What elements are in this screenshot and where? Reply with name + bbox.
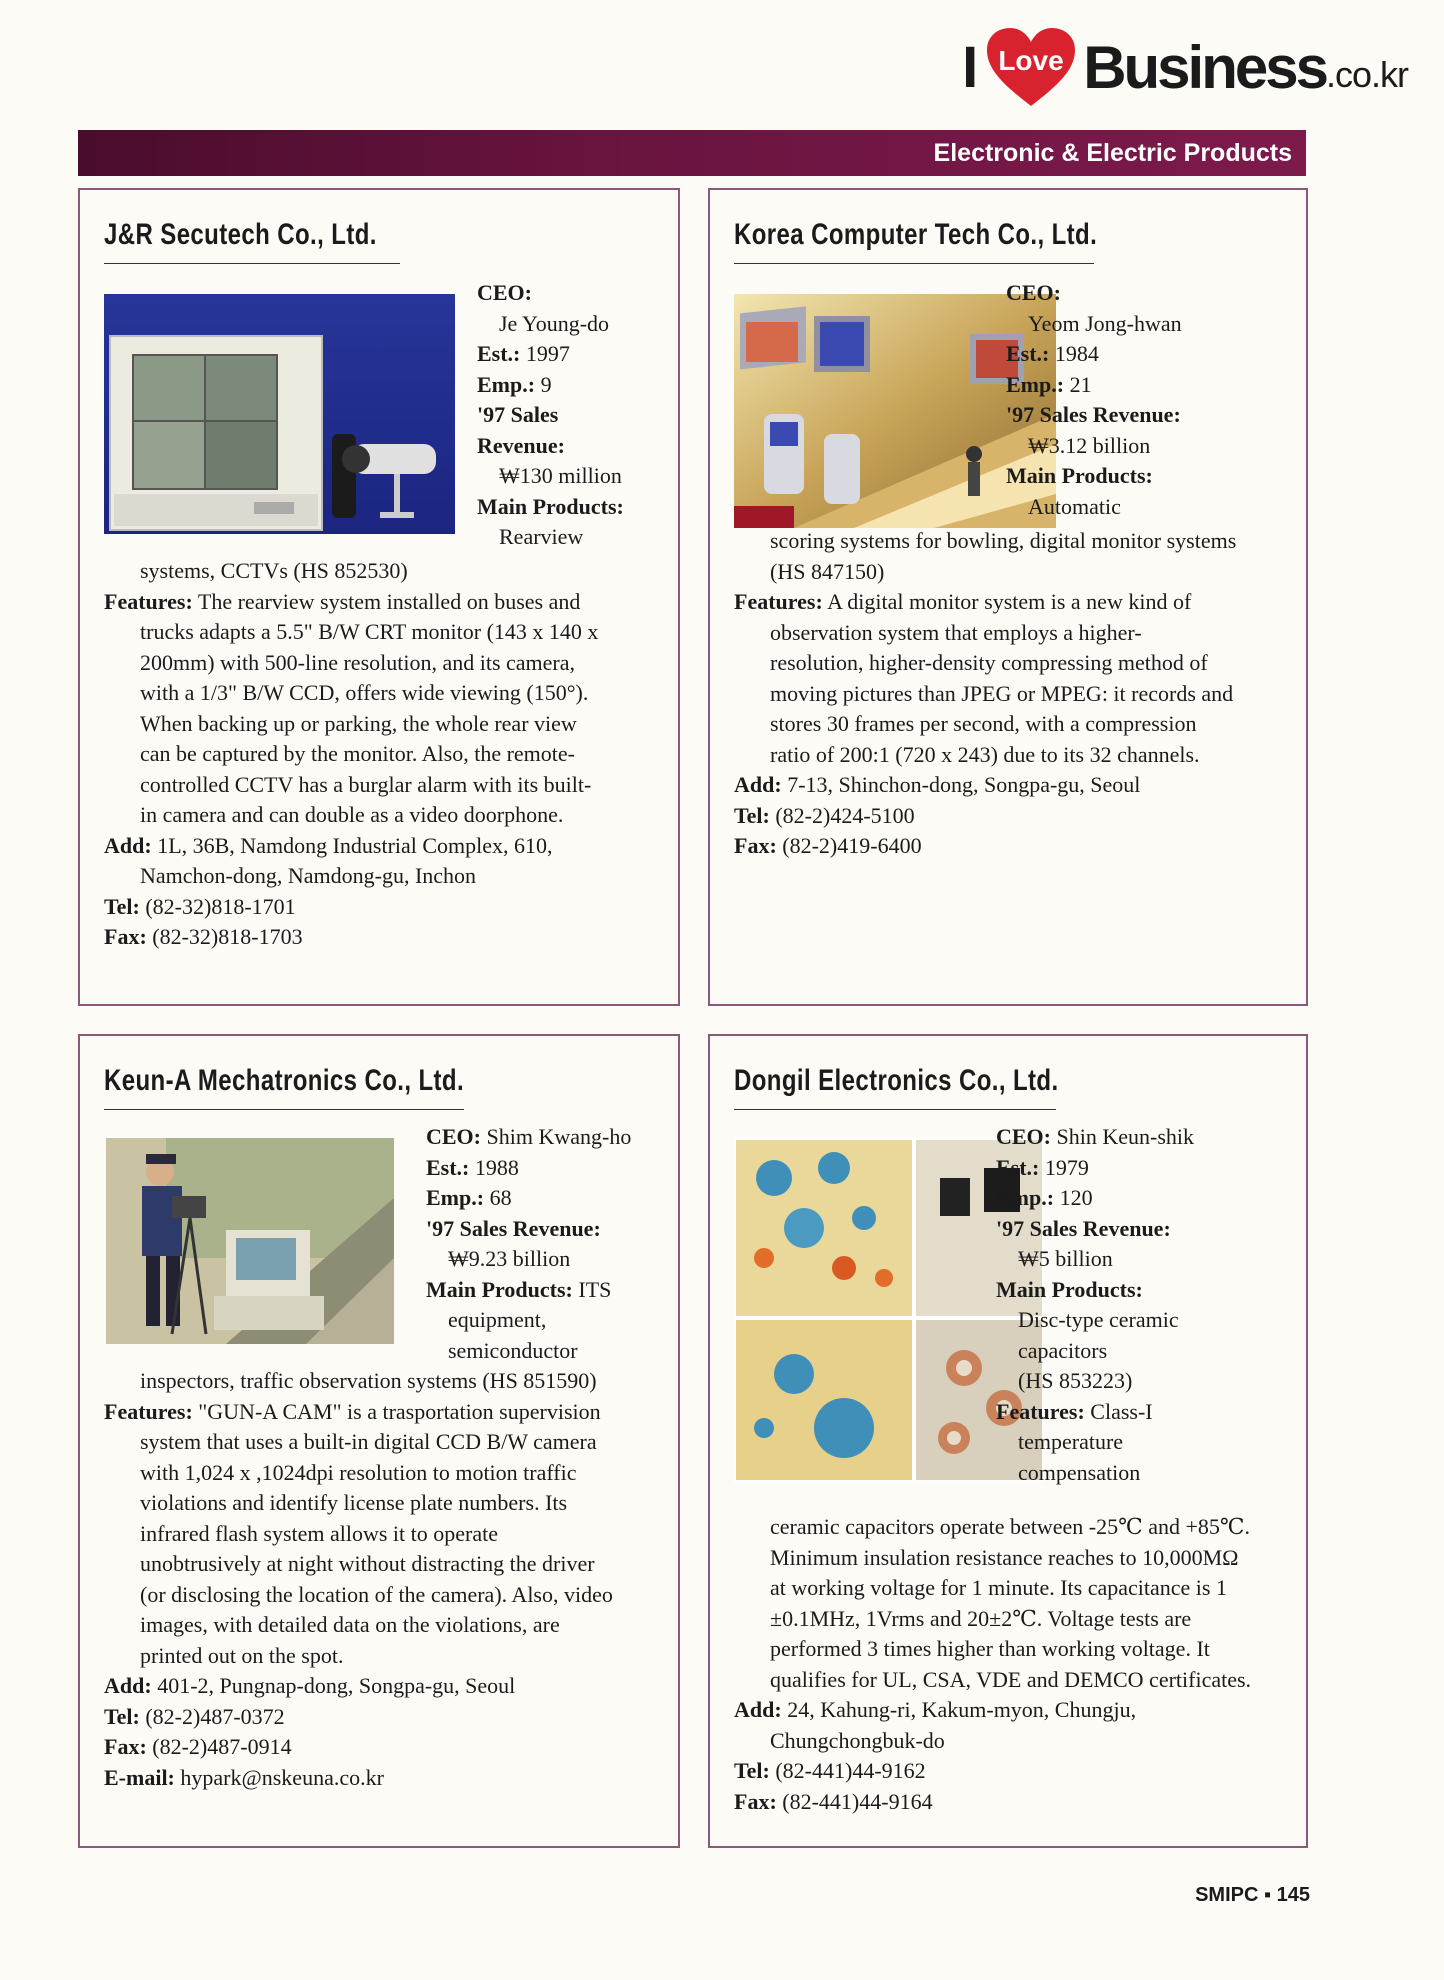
company-name: J&R Secutech Co., Ltd.	[104, 218, 377, 251]
detail-line	[104, 1732, 666, 1763]
detail-line	[104, 1702, 666, 1733]
info-label: '97 Sales Revenue:	[996, 1215, 1171, 1241]
info-value: 21	[1064, 371, 1092, 397]
info-value: Yeom Jong-hwan	[1028, 310, 1182, 336]
company-card-keun-a-mechatronics	[78, 1034, 680, 1848]
info-label: Est.:	[1006, 341, 1050, 366]
info-row	[426, 1183, 676, 1214]
detail-value: with a 1/3" B/W CCD, offers wide viewing (150°).	[140, 680, 589, 705]
info-value: Automatic	[1028, 493, 1121, 519]
detail-value: hypark@nskeuna.co.kr	[174, 1764, 384, 1790]
detail-label: Fax:	[734, 1788, 777, 1814]
detail-value: When backing up or parking, the whole rear view	[140, 710, 577, 736]
detail-line	[734, 587, 1294, 618]
detail-label: Tel:	[734, 1758, 770, 1783]
info-row	[477, 370, 677, 401]
detail-line	[104, 922, 666, 953]
info-value: capacitors	[1018, 1337, 1108, 1363]
detail-value: trucks adapts a 5.5" B/W CRT monitor (143 x 140 x	[140, 619, 599, 644]
page-footer: SMIPC ▪ 145	[1195, 1884, 1310, 1906]
info-value: 1988	[469, 1154, 519, 1180]
detail-value: violations and identify license plate numbers. Its	[140, 1490, 568, 1515]
detail-value: 7-13, Shinchon-dong, Songpa-gu, Seoul	[781, 772, 1141, 797]
info-label: '97 Sales Revenue:	[1006, 402, 1181, 427]
info-label: CEO:	[1006, 280, 1061, 305]
info-label: Emp.:	[426, 1185, 485, 1210]
detail-value: (82-441)44-9162	[769, 1758, 926, 1783]
detail-value: A digital monitor system is a new kind of	[822, 589, 1192, 614]
detail-line	[104, 1610, 666, 1641]
detail-value: scoring systems for bowling, digital monitor systems	[770, 528, 1237, 553]
detail-line	[734, 1665, 1294, 1696]
detail-line	[104, 1580, 666, 1611]
info-row	[996, 1183, 1302, 1214]
detail-value: stores 30 frames per second, with a compression	[770, 711, 1197, 736]
detail-line	[104, 678, 666, 709]
detail-value: 401-2, Pungnap-dong, Songpa-gu, Seoul	[151, 1673, 516, 1698]
detail-line	[734, 1695, 1294, 1726]
company-info	[426, 1122, 676, 1366]
detail-label: Fax:	[104, 924, 147, 949]
logo-domain: .co.kr	[1325, 54, 1408, 95]
detail-label: Features:	[104, 588, 193, 614]
info-value: 1984	[1049, 341, 1099, 366]
detail-value: with 1,024 x ,1024dpi resolution to motion traffic	[140, 1459, 577, 1485]
info-label: '97 Sales	[477, 402, 559, 427]
info-row	[1006, 400, 1302, 431]
site-logo	[962, 22, 1408, 112]
info-row	[1006, 461, 1302, 492]
detail-line	[104, 648, 666, 679]
info-row	[426, 1336, 676, 1367]
info-row	[1006, 339, 1302, 370]
detail-label: Add:	[104, 832, 152, 858]
detail-value: Namchon-dong, Namdong-gu, Inchon	[140, 863, 477, 888]
detail-line	[734, 1634, 1294, 1665]
detail-line	[734, 831, 1294, 862]
cctv-monitor-camera-photo	[104, 294, 455, 534]
detail-value: ceramic capacitors operate between -25℃ and +85℃.	[770, 1514, 1251, 1539]
detail-value: unobtrusively at night without distracting the driver	[140, 1551, 595, 1576]
detail-value: system that uses a built-in digital CCD B/W camera	[140, 1429, 597, 1454]
info-label: Est.:	[996, 1154, 1040, 1180]
detail-value: (82-32)818-1701	[139, 893, 296, 919]
info-label: Emp.:	[477, 371, 536, 397]
info-row	[996, 1244, 1302, 1275]
detail-line	[734, 740, 1294, 771]
detail-line	[104, 1549, 666, 1580]
info-row	[477, 278, 677, 309]
detail-line	[734, 648, 1294, 679]
info-label: Est.:	[477, 341, 521, 366]
detail-line	[104, 861, 666, 892]
detail-value: (82-441)44-9164	[776, 1788, 933, 1814]
info-value: Je Young-do	[499, 310, 610, 336]
company-name: Keun-A Mechatronics Co., Ltd.	[104, 1064, 465, 1097]
info-label: Est.:	[426, 1154, 470, 1180]
info-row	[477, 309, 677, 340]
title-underline	[104, 1109, 464, 1110]
info-row	[477, 431, 677, 462]
detail-line	[734, 618, 1294, 649]
title-underline	[104, 263, 400, 264]
company-details	[734, 526, 1294, 862]
detail-value: (82-2)419-6400	[776, 833, 922, 858]
traffic-camera-officer-photo	[106, 1138, 394, 1344]
info-row	[996, 1336, 1302, 1367]
info-row	[996, 1397, 1302, 1428]
detail-label: Tel:	[104, 1703, 140, 1729]
detail-line	[734, 557, 1294, 588]
detail-label: Add:	[734, 772, 782, 797]
section-title: Electronic & Electric Products	[933, 138, 1292, 167]
company-details	[104, 1366, 666, 1793]
company-info	[477, 278, 677, 553]
detail-line	[104, 709, 666, 740]
info-row	[996, 1427, 1302, 1458]
info-row	[996, 1366, 1302, 1397]
detail-line	[104, 1763, 666, 1794]
info-row	[477, 461, 677, 492]
detail-line	[734, 770, 1294, 801]
company-info	[1006, 278, 1302, 522]
detail-line	[104, 1519, 666, 1550]
detail-value: 1L, 36B, Namdong Industrial Complex, 610,	[151, 832, 553, 858]
info-value: equipment,	[448, 1307, 547, 1332]
detail-line	[104, 800, 666, 831]
info-row	[426, 1214, 676, 1245]
company-card-jr-secutech	[78, 188, 680, 1006]
logo-business: Business	[1083, 33, 1326, 101]
detail-label: Fax:	[734, 833, 777, 858]
info-row	[426, 1122, 676, 1153]
detail-line	[104, 831, 666, 862]
info-label: Emp.:	[996, 1185, 1055, 1210]
detail-line	[104, 1366, 666, 1397]
info-value: Shin Keun-shik	[1051, 1124, 1194, 1149]
company-card-korea-computer-tech	[708, 188, 1308, 1006]
detail-line	[734, 709, 1294, 740]
detail-value: printed out on the spot.	[140, 1642, 344, 1668]
title-underline	[734, 1109, 1056, 1110]
detail-label: Tel:	[104, 893, 140, 919]
info-value: ITS	[572, 1276, 612, 1302]
info-value: temperature	[1018, 1429, 1124, 1454]
detail-value: "GUN-A CAM" is a trasportation supervision	[192, 1398, 601, 1424]
info-label: CEO:	[477, 280, 532, 305]
detail-line	[104, 1641, 666, 1672]
info-value: compensation	[1018, 1459, 1141, 1485]
detail-value: at working voltage for 1 minute. Its capacitance is 1	[770, 1575, 1227, 1600]
detail-line	[734, 1726, 1294, 1757]
info-label: Main Products:	[426, 1276, 573, 1302]
info-row	[1006, 370, 1302, 401]
detail-line	[734, 526, 1294, 557]
detail-line	[734, 1543, 1294, 1574]
company-name: Dongil Electronics Co., Ltd.	[734, 1064, 1059, 1097]
info-row	[426, 1305, 676, 1336]
info-row	[996, 1122, 1302, 1153]
info-row	[477, 339, 677, 370]
info-label: Features:	[996, 1398, 1085, 1424]
company-info	[996, 1122, 1302, 1488]
info-value: ₩3.12 billion	[1028, 432, 1151, 458]
info-value: Rearview	[499, 524, 584, 549]
info-value: ₩9.23 billion	[448, 1246, 571, 1271]
info-row	[477, 522, 677, 553]
info-value: ₩130 million	[499, 463, 622, 488]
info-value: 120	[1054, 1185, 1093, 1210]
detail-value: Chungchongbuk-do	[770, 1727, 945, 1753]
info-value: 9	[535, 371, 552, 397]
title-underline	[734, 263, 1094, 264]
detail-line	[734, 801, 1294, 832]
info-label: Main Products:	[996, 1276, 1143, 1302]
detail-value: ratio of 200:1 (720 x 243) due to its 32 channels.	[770, 741, 1200, 767]
detail-line	[734, 1573, 1294, 1604]
detail-line	[104, 770, 666, 801]
info-row	[996, 1153, 1302, 1184]
detail-value: 24, Kahung-ri, Kakum-myon, Chungju,	[781, 1697, 1137, 1722]
logo-love: Love	[998, 45, 1064, 76]
info-value: semiconductor	[448, 1337, 578, 1363]
info-label: '97 Sales Revenue:	[426, 1215, 601, 1241]
detail-line	[104, 1427, 666, 1458]
company-details	[104, 556, 666, 953]
detail-label: Features:	[734, 589, 823, 614]
detail-value: systems, CCTVs (HS 852530)	[140, 558, 408, 583]
detail-value: inspectors, traffic observation systems (HS 851590)	[140, 1368, 597, 1393]
detail-label: Add:	[734, 1697, 782, 1722]
info-row	[426, 1244, 676, 1275]
info-row	[996, 1275, 1302, 1306]
detail-label: Tel:	[734, 802, 770, 828]
info-row	[1006, 431, 1302, 462]
detail-label: Add:	[104, 1673, 152, 1698]
info-label: CEO:	[996, 1124, 1051, 1149]
detail-line	[104, 556, 666, 587]
detail-line	[104, 587, 666, 618]
detail-value: qualifies for UL, CSA, VDE and DEMCO certificates.	[770, 1666, 1252, 1692]
detail-value: Minimum insulation resistance reaches to 10,000MΩ	[770, 1544, 1239, 1570]
info-label: CEO:	[426, 1124, 481, 1149]
info-label: Main Products:	[477, 493, 624, 519]
detail-value: controlled CCTV has a burglar alarm with its built-	[140, 771, 592, 797]
info-row	[1006, 278, 1302, 309]
detail-value: (HS 847150)	[770, 558, 885, 584]
info-value: Shim Kwang-ho	[481, 1124, 632, 1149]
detail-line	[104, 1671, 666, 1702]
detail-value: 200mm) with 500-line resolution, and its camera,	[140, 649, 576, 675]
detail-value: resolution, higher-density compressing method of	[770, 650, 1208, 675]
detail-value: performed 3 times higher than working voltage. It	[770, 1636, 1210, 1661]
info-label: Emp.:	[1006, 371, 1065, 397]
info-row	[477, 400, 677, 431]
detail-value: The rearview system installed on buses and	[192, 588, 581, 614]
detail-label: Fax:	[104, 1734, 147, 1759]
detail-line	[734, 1787, 1294, 1818]
detail-value: (82-2)424-5100	[769, 802, 915, 828]
info-row	[426, 1275, 676, 1306]
detail-line	[104, 892, 666, 923]
detail-value: can be captured by the monitor. Also, the remote-	[140, 741, 575, 766]
info-row	[477, 492, 677, 523]
info-value: Class-I	[1084, 1398, 1153, 1424]
detail-value: (82-2)487-0372	[139, 1703, 285, 1729]
detail-value: observation system that employs a higher-	[770, 619, 1142, 645]
detail-line	[104, 1488, 666, 1519]
logo-i: I	[962, 34, 978, 100]
detail-line	[104, 739, 666, 770]
detail-line	[734, 1756, 1294, 1787]
detail-value: moving pictures than JPEG or MPEG: it records and	[770, 680, 1234, 706]
detail-line	[734, 679, 1294, 710]
info-row	[996, 1305, 1302, 1336]
detail-label: E-mail:	[104, 1764, 175, 1790]
section-header	[78, 130, 1306, 176]
info-row	[426, 1153, 676, 1184]
info-row	[996, 1458, 1302, 1489]
detail-value: (or disclosing the location of the camera). Also, video	[140, 1581, 613, 1607]
detail-line	[104, 1397, 666, 1428]
info-value: Disc-type ceramic	[1018, 1307, 1179, 1332]
detail-line	[104, 1458, 666, 1489]
info-value: 1979	[1039, 1154, 1089, 1180]
info-value: 1997	[520, 341, 570, 366]
info-row	[1006, 492, 1302, 523]
heart-icon	[985, 26, 1077, 108]
info-label: Main Products:	[1006, 463, 1153, 488]
company-details	[734, 1512, 1294, 1817]
info-value: (HS 853223)	[1018, 1368, 1133, 1393]
detail-value: in camera and can double as a video doorphone.	[140, 802, 564, 827]
detail-line	[104, 617, 666, 648]
info-value: ₩5 billion	[1018, 1246, 1113, 1271]
info-label: Revenue:	[477, 432, 565, 458]
company-name: Korea Computer Tech Co., Ltd.	[734, 218, 1098, 251]
detail-value: images, with detailed data on the violations, are	[140, 1612, 560, 1637]
info-row	[996, 1214, 1302, 1245]
detail-value: ±0.1MHz, 1Vrms and 20±2℃. Voltage tests are	[770, 1605, 1192, 1631]
company-card-dongil-electronics	[708, 1034, 1308, 1848]
detail-value: (82-32)818-1703	[146, 924, 303, 949]
detail-label: Features:	[104, 1398, 193, 1424]
detail-value: infrared flash system allows it to operate	[140, 1520, 499, 1546]
info-row	[1006, 309, 1302, 340]
detail-line	[734, 1604, 1294, 1635]
detail-line	[734, 1512, 1294, 1543]
detail-value: (82-2)487-0914	[146, 1734, 292, 1759]
info-value: 68	[484, 1185, 512, 1210]
